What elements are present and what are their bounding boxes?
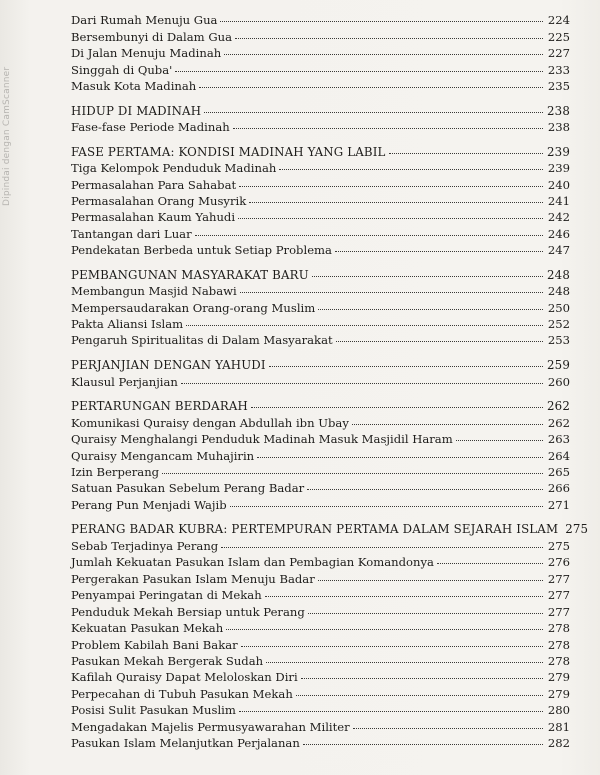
dot-leader [279,159,543,170]
toc-page-number: 250 [547,301,570,315]
toc-entry-label: Bersembunyi di Dalam Gua [71,30,232,44]
toc-page-number: 248 [547,284,570,298]
toc-entry [71,120,570,137]
toc-page-number: 238 [547,120,570,134]
toc-entry-label: Fase-fase Periode Madinah [71,120,230,134]
toc-entry-label: Quraisy Menghalangi Penduduk Madinah Masuk Masjidil Haram [71,432,453,446]
toc-entry-label: Pengaruh Spiritualitas di Dalam Masyarakat [71,333,333,347]
dot-leader [312,266,543,277]
toc-page-number: 279 [547,687,570,701]
toc-page-number: 265 [547,465,570,479]
toc-entry-label: Masuk Kota Madinah [71,79,197,93]
dot-leader [204,102,543,113]
toc-page-number: 276 [547,555,570,569]
dot-leader [318,299,543,310]
dot-leader [224,44,543,55]
dot-leader [318,570,543,581]
toc-entry-label: Tantangan dari Luar [71,227,192,241]
toc-page-number: 260 [547,375,570,389]
toc-page-number: 275 [565,522,589,536]
toc-page-number: 239 [547,145,570,159]
dot-leader [257,447,543,458]
toc-page-number: 264 [547,449,570,463]
toc-page-number: 266 [547,481,570,495]
toc-page-number: 238 [547,104,570,118]
toc-page-number: 235 [547,79,570,93]
toc-page-number: 282 [547,736,570,750]
dot-leader [437,553,543,564]
toc-entry-label: Kafilah Quraisy Dapat Meloloskan Diri [71,670,298,684]
toc-page-number: 262 [547,399,570,413]
toc-entry-label: Di Jalan Menuju Madinah [71,46,222,60]
toc-entry-label: HIDUP DI MADINAH [71,104,202,118]
toc-entry-label: Membangun Masjid Nabawi [71,284,237,298]
toc-page-number: 247 [547,243,570,257]
dot-leader [352,414,543,425]
toc-entry-label: Sebab Terjadinya Perang [71,539,219,553]
toc-entry-label: Satuan Pasukan Sebelum Perang Badar [71,481,305,495]
toc-entry [71,243,570,260]
toc-entry-label: Kekuatan Pasukan Mekah [71,621,224,635]
toc-page-number: 224 [547,13,570,27]
toc-entry-label: Pasukan Mekah Bergerak Sudah [71,654,264,668]
toc-entry-label: PERTARUNGAN BERDARAH [71,399,248,413]
dot-leader [233,118,543,129]
toc-entry-label: Klausul Perjanjian [71,375,178,389]
toc-entry-label: Permasalahan Kaum Yahudi [71,210,236,224]
dot-leader [175,61,543,72]
dot-leader [249,192,543,203]
dot-leader [221,537,543,548]
toc-entry-label: Mempersaudarakan Orang-orang Muslim [71,301,316,315]
toc-page-number: 278 [547,654,570,668]
toc-entry-label: PEMBANGUNAN MASYARAKAT BARU [71,268,309,282]
toc-page-number: 227 [547,46,570,60]
dot-leader [226,619,543,630]
toc-page-number: 279 [547,670,570,684]
toc-entry [71,79,570,96]
toc-page-number: 240 [547,178,570,192]
toc-entry [71,736,570,753]
dot-leader [336,331,543,342]
toc-page-number: 280 [547,703,570,717]
toc-entry-label: Penduduk Mekah Bersiap untuk Perang [71,605,305,619]
toc-entry-label: Quraisy Mengancam Muhajirin [71,449,255,463]
toc-entry-label: Pendekatan Berbeda untuk Setiap Problema [71,243,332,257]
dot-leader [308,603,543,614]
toc-entry-label: Permasalahan Para Sahabat [71,178,237,192]
toc-entry [71,375,570,392]
toc-page-number: 277 [547,572,570,586]
toc-entry-label: Izin Berperang [71,465,160,479]
dot-leader [241,636,543,647]
toc-page-number: 278 [547,638,570,652]
toc-entry-label: Posisi Sulit Pasukan Muslim [71,703,236,717]
toc-entry-label: Komunikasi Quraisy dengan Abdullah ibn Ubay [71,416,349,430]
toc-entry-label: Perang Pun Menjadi Wajib [71,498,227,512]
toc-page-number: 239 [547,161,570,175]
toc-page-number: 281 [547,720,570,734]
toc-entry [71,333,570,350]
dot-leader [266,652,543,663]
toc-entry-label: PERJANJIAN DENGAN YAHUDI [71,358,266,372]
dot-leader [307,479,543,490]
dot-leader [301,668,543,679]
dot-leader [239,176,543,187]
dot-leader [235,28,543,39]
toc-entry-label: Pasukan Islam Melanjutkan Perjalanan [71,736,300,750]
toc-entry-label: Perpecahan di Tubuh Pasukan Mekah [71,687,293,701]
toc-entry-label: Dari Rumah Menuju Gua [71,13,218,27]
dot-leader [230,496,543,507]
toc-page-number: 252 [547,317,570,331]
toc-page-number: 242 [547,210,570,224]
toc-entry-label: Problem Kabilah Bani Bakar [71,638,238,652]
toc-entry-label: Pakta Aliansi Islam [71,317,184,331]
toc-page-number: 278 [547,621,570,635]
toc-page-number: 263 [547,432,570,446]
toc-page-number: 277 [547,605,570,619]
toc-page-number: 253 [547,333,570,347]
toc-page-number: 262 [547,416,570,430]
toc-entry-label: Mengadakan Majelis Permusyawarahan Militer [71,720,350,734]
toc-entry-label: Penyampai Peringatan di Mekah [71,588,262,602]
dot-leader [251,397,543,408]
toc-page-number: 246 [547,227,570,241]
dot-leader [240,282,543,293]
dot-leader [181,373,543,384]
toc-page-number: 233 [547,63,570,77]
toc-page-number: 259 [547,358,570,372]
dot-leader [186,315,543,326]
toc-entry-label: Jumlah Kekuatan Pasukan Islam dan Pembagian Komandonya [71,555,434,569]
toc-entry-label: Pergerakan Pasukan Islam Menuju Badar [71,572,315,586]
scanner-watermark: Dipindai dengan CamScanner [2,66,12,206]
toc-entry-label: FASE PERTAMA: KONDISI MADINAH YANG LABIL [71,145,386,159]
dot-leader [162,463,543,474]
toc-page-number: 248 [547,268,570,282]
toc-entry-label: Permasalahan Orang Musyrik [71,194,247,208]
toc-page-number: 277 [547,588,570,602]
toc-entry-label: PERANG BADAR KUBRA: PERTEMPURAN PERTAMA DALAM SEJARAH ISLAM [71,522,559,536]
toc-entry-label: Tiga Kelompok Penduduk Madinah [71,161,277,175]
dot-leader [335,241,543,252]
toc-page-number: 225 [547,30,570,44]
toc-page-number: 271 [547,498,570,512]
toc-entry [71,498,570,515]
dot-leader [220,11,543,22]
dot-leader [303,734,543,745]
toc-page-number: 241 [547,194,570,208]
dot-leader [269,356,543,367]
dot-leader [353,718,543,729]
toc-page-number: 275 [547,539,570,553]
dot-leader [389,143,543,154]
dot-leader [199,77,543,88]
dot-leader [239,701,543,712]
dot-leader [456,430,543,441]
dot-leader [296,685,543,696]
dot-leader [195,225,543,236]
dot-leader [238,208,543,219]
dot-leader [265,586,543,597]
toc-entry-label: Singgah di Quba' [71,63,173,77]
